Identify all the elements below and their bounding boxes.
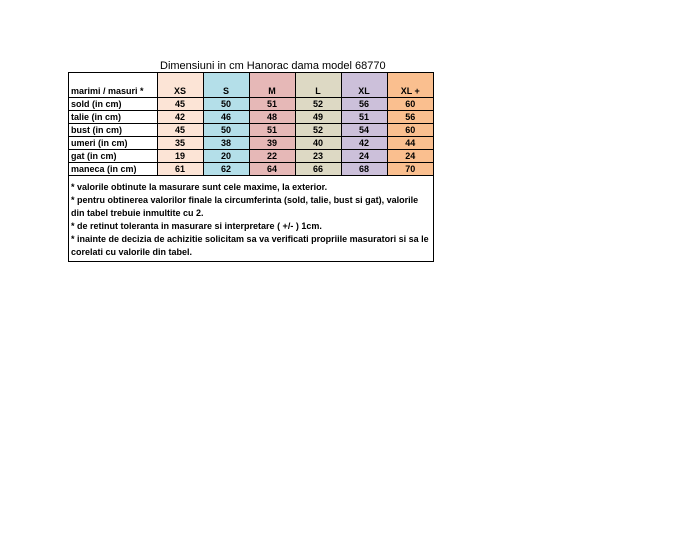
notes bbox=[69, 176, 433, 261]
header-row bbox=[69, 73, 433, 98]
table-cell: 24 bbox=[387, 150, 433, 163]
size-header: M bbox=[249, 73, 295, 98]
note-line: * inainte de decizia de achizitie solicitam sa va verificati propriile masuratori si sa le corelati cu valorile din tabel. bbox=[71, 234, 429, 257]
size-header: XL + bbox=[387, 73, 433, 98]
row-label: talie (in cm) bbox=[69, 111, 157, 124]
table-cell: 51 bbox=[249, 124, 295, 137]
table-cell: 45 bbox=[157, 98, 203, 111]
table-cell: 20 bbox=[203, 150, 249, 163]
table-row bbox=[69, 137, 433, 150]
table-cell: 68 bbox=[341, 163, 387, 176]
table-cell: 52 bbox=[295, 98, 341, 111]
table-row bbox=[69, 124, 433, 137]
size-header: S bbox=[203, 73, 249, 98]
table-cell: 49 bbox=[295, 111, 341, 124]
table-row bbox=[69, 150, 433, 163]
table-cell: 50 bbox=[203, 98, 249, 111]
table-cell: 38 bbox=[203, 137, 249, 150]
size-header: XS bbox=[157, 73, 203, 98]
size-header: L bbox=[295, 73, 341, 98]
table-title: Dimensiuni in cm Hanorac dama model 68770 bbox=[160, 60, 386, 72]
table-cell: 42 bbox=[341, 137, 387, 150]
table-cell: 42 bbox=[157, 111, 203, 124]
table-cell: 51 bbox=[249, 98, 295, 111]
table-row bbox=[69, 163, 433, 176]
table-cell: 46 bbox=[203, 111, 249, 124]
table-cell: 23 bbox=[295, 150, 341, 163]
note-line: * pentru obtinerea valorilor finale la circumferinta (sold, talie, bust si gat), valorile din tabel trebuie inmultite cu 2. bbox=[71, 195, 419, 218]
table-cell: 60 bbox=[387, 98, 433, 111]
table-cell: 39 bbox=[249, 137, 295, 150]
size-header: XL bbox=[341, 73, 387, 98]
row-label: gat (in cm) bbox=[69, 150, 157, 163]
row-label: sold (in cm) bbox=[69, 98, 157, 111]
table-cell: 48 bbox=[249, 111, 295, 124]
table-cell: 24 bbox=[341, 150, 387, 163]
table-cell: 19 bbox=[157, 150, 203, 163]
table-cell: 61 bbox=[157, 163, 203, 176]
table-cell: 50 bbox=[203, 124, 249, 137]
table-cell: 56 bbox=[387, 111, 433, 124]
table-cell: 35 bbox=[157, 137, 203, 150]
corner-label: marimi / masuri * bbox=[69, 73, 157, 98]
row-label: bust (in cm) bbox=[69, 124, 157, 137]
table-row bbox=[69, 98, 433, 111]
table-cell: 60 bbox=[387, 124, 433, 137]
table-cell: 45 bbox=[157, 124, 203, 137]
note-line: * de retinut toleranta in masurare si interpretare ( +/- ) 1cm. bbox=[71, 221, 322, 231]
row-label: maneca (in cm) bbox=[69, 163, 157, 176]
table-cell: 52 bbox=[295, 124, 341, 137]
table-cell: 51 bbox=[341, 111, 387, 124]
size-table-body bbox=[69, 73, 433, 176]
table-row bbox=[69, 111, 433, 124]
table-cell: 56 bbox=[341, 98, 387, 111]
table-cell: 54 bbox=[341, 124, 387, 137]
row-label: umeri (in cm) bbox=[69, 137, 157, 150]
size-table bbox=[69, 73, 433, 176]
table-cell: 70 bbox=[387, 163, 433, 176]
table-cell: 44 bbox=[387, 137, 433, 150]
table-cell: 64 bbox=[249, 163, 295, 176]
table-cell: 40 bbox=[295, 137, 341, 150]
table-cell: 66 bbox=[295, 163, 341, 176]
size-chart bbox=[68, 72, 434, 262]
table-cell: 62 bbox=[203, 163, 249, 176]
table-cell: 22 bbox=[249, 150, 295, 163]
note-line: * valorile obtinute la masurare sunt cele maxime, la exterior. bbox=[71, 182, 328, 192]
